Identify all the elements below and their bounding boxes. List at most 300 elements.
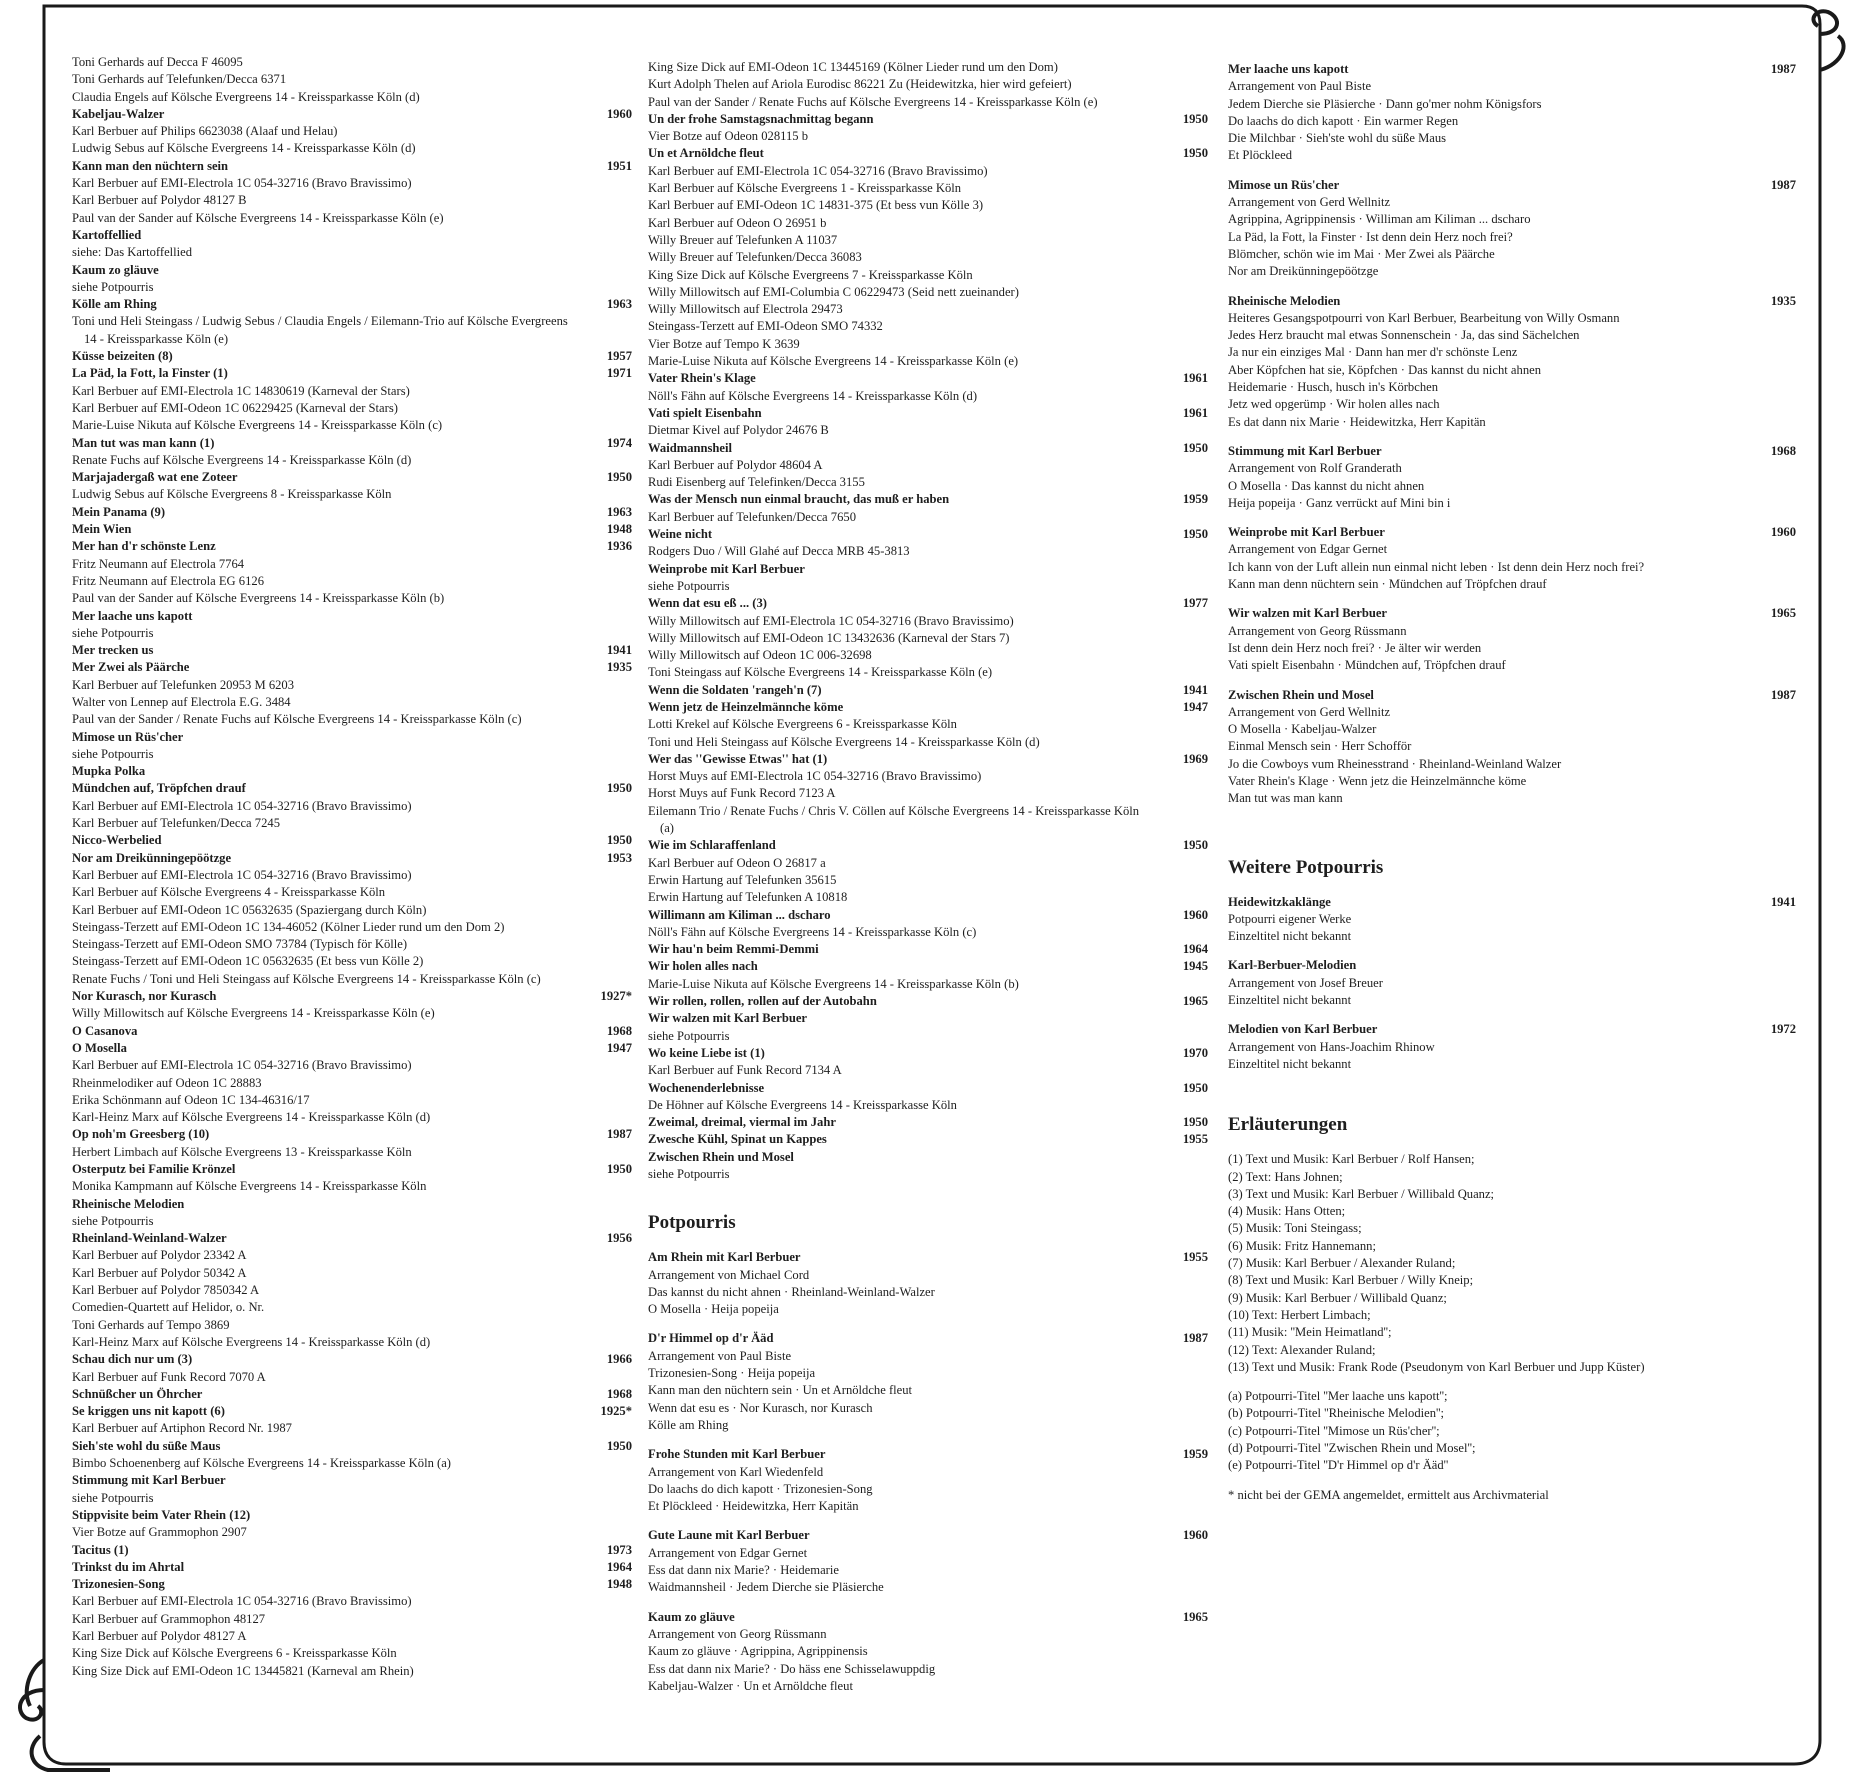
recording-row (648, 474, 1208, 491)
song-title-row (72, 659, 632, 676)
song-title: Marjajadergaß wat ene Zoteer (72, 470, 238, 485)
year: 1941 (606, 643, 632, 658)
recording-text: Karl Berbuer auf Telefunken/Decca 7650 (648, 509, 856, 524)
song-title-row (72, 262, 632, 279)
song-title: O Mosella (72, 1040, 127, 1055)
song-title-row (72, 729, 632, 746)
potpourri-title-row (648, 1330, 1208, 1347)
song-title-row (648, 907, 1208, 924)
song-title: Wir rollen, rollen, rollen auf der Autobahn (648, 994, 877, 1009)
potpourri-entry (1228, 1021, 1796, 1073)
recording-row (72, 123, 632, 140)
potpourri-title-note: (b) Potpourri-Titel ''Rheinische Melodien''; (1228, 1406, 1445, 1421)
song-title: Mein Panama (9) (72, 504, 166, 519)
song-title-row (72, 469, 632, 486)
recording-row (648, 388, 1208, 405)
potpourri-title: Gute Laune mit Karl Berbuer (648, 1528, 810, 1543)
song-title: Wenn dat esu eß ... (3) (648, 596, 767, 611)
recording-row (648, 855, 1208, 872)
recording-text: Karl Berbuer auf Kölsche Evergreens 1 - Kreissparkasse Köln (648, 181, 962, 196)
recording-row (648, 318, 1208, 335)
recording-row (648, 163, 1208, 180)
recording-text: Willy Millowitsch auf Electrola 29473 (648, 302, 843, 317)
year: 1950 (606, 1438, 632, 1453)
recording-text: Paul van der Sander auf Kölsche Evergreens 14 - Kreissparkasse Köln (b) (72, 591, 445, 606)
recording-row (648, 249, 1208, 266)
recording-text: Toni Gerhards auf Telefunken/Decca 6371 (72, 72, 287, 87)
song-title-row (72, 1126, 632, 1143)
song-title: Trinkst du im Ahrtal (72, 1559, 185, 1574)
recording-text: Claudia Engels auf Kölsche Evergreens 14 - Kreissparkasse Köln (d) (72, 89, 420, 104)
year: 1950 (1182, 111, 1208, 126)
song-title: Vater Rhein's Klage (648, 371, 756, 386)
year: 1965 (1182, 1609, 1208, 1624)
recording-text: Karl Berbuer auf EMI-Electrola 1C 054-32716 (Bravo Bravissimo) (72, 176, 412, 191)
song-title: Man tut was man kann (1) (72, 435, 215, 450)
recording-row (648, 664, 1208, 681)
recording-text: Karl Berbuer auf EMI-Odeon 1C 05632635 (Spaziergang durch Köln) (72, 902, 427, 917)
potpourri-line: Heiteres Gesangspotpourri von Karl Berbuer, Bearbeitung von Willy Osmann (1228, 310, 1620, 325)
recording-row (648, 267, 1208, 284)
recording-text: Toni und Heli Steingass / Ludwig Sebus / Claudia Engels / Eilemann-Trio auf Kölsche Evergreens 14 - Kreissparkasse Köln (e) (72, 314, 568, 346)
song-title-row (648, 595, 1208, 612)
recording-row (72, 54, 632, 71)
potpourri-title-row (1228, 605, 1796, 622)
song-title-row (648, 1114, 1208, 1131)
song-title-row (72, 763, 632, 780)
song-title-row (72, 1438, 632, 1455)
year: 1950 (1182, 1115, 1208, 1130)
potpourri-title: Am Rhein mit Karl Berbuer (648, 1250, 801, 1265)
song-title-row (72, 1230, 632, 1247)
song-title-row (648, 370, 1208, 387)
recording-row (648, 924, 1208, 941)
potpourri-entry (1228, 177, 1796, 281)
recording-text: Karl Berbuer auf Polydor 48127 A (72, 1629, 247, 1644)
song-list-middle (648, 59, 1208, 1183)
recording-text: siehe Potpourris (648, 1167, 730, 1181)
footnote: * nicht bei der GEMA angemeldet, ermittelt aus Archivmaterial (1228, 1487, 1549, 1502)
potpourri-title-row (1228, 687, 1796, 704)
song-title: Wenn die Soldaten 'rangeh'n (7) (648, 682, 822, 697)
recording-text: Karl Berbuer auf Grammophon 48127 (72, 1611, 266, 1626)
potpourri-title-row (1228, 177, 1796, 194)
song-title-row (72, 850, 632, 867)
song-title: Weine nicht (648, 527, 713, 542)
recording-row (648, 1097, 1208, 1114)
recording-text: Fritz Neumann auf Electrola EG 6126 (72, 573, 264, 588)
song-title-row (72, 1161, 632, 1178)
recording-row (72, 1299, 632, 1316)
recording-row (648, 1028, 1208, 1045)
recording-row (72, 1334, 632, 1351)
potpourri-line: Die Milchbar · Sieh'ste wohl du süße Maus (1228, 131, 1447, 146)
song-title: Mer trecken us (72, 643, 154, 658)
potpourri-line: Aber Köpfchen hat sie, Köpfchen · Das kannst du nicht ahnen (1228, 362, 1541, 377)
potpourri-title-row (648, 1609, 1208, 1626)
recording-row (72, 953, 632, 970)
year: 1973 (606, 1542, 632, 1557)
potpourri-entry (1228, 61, 1796, 165)
recording-row (72, 1628, 632, 1645)
potpourri-title-note: (e) Potpourri-Titel ''D'r Himmel op d'r Ääd'' (1228, 1458, 1449, 1473)
potpourri-entry (1228, 957, 1796, 1009)
note-line: (4) Musik: Hans Otten; (1228, 1204, 1346, 1219)
song-title: Un et Arnöldche fleut (648, 146, 764, 161)
song-title-row (72, 1040, 632, 1057)
year: 1956 (606, 1231, 632, 1246)
column-right (1228, 61, 1796, 1504)
recording-text: Renate Fuchs / Toni und Heli Steingass auf Kölsche Evergreens 14 - Kreissparkasse Köln (c) (72, 971, 541, 986)
potpourri-line: Arrangement von Edgar Gernet (1228, 542, 1388, 557)
recording-row (648, 976, 1208, 993)
year: 1965 (1182, 994, 1208, 1009)
potpourri-entry (648, 1609, 1208, 1695)
potpourri-entry (648, 1527, 1208, 1596)
year: 1972 (1770, 1022, 1796, 1037)
potpourri-line: Do laachs do dich kapott · Ein warmer Regen (1228, 113, 1459, 128)
potpourri-title: Heidewitzkaklänge (1228, 894, 1331, 909)
recording-row (648, 94, 1208, 111)
recording-text: siehe Potpourris (648, 578, 730, 593)
note-line: (1) Text und Musik: Karl Berbuer / Rolf Hansen; (1228, 1152, 1475, 1167)
year: 1970 (1182, 1045, 1208, 1060)
recording-text: Willy Millowitsch auf Odeon 1C 006-32698 (648, 648, 872, 663)
note-line: (12) Text: Alexander Ruland; (1228, 1342, 1376, 1357)
year: 1968 (606, 1023, 632, 1038)
recording-row (648, 76, 1208, 93)
note-line: (11) Musik: ''Mein Heimatland''; (1228, 1325, 1392, 1340)
recording-text: Vier Botze auf Grammophon 2907 (72, 1525, 247, 1540)
potpourri-line: Blömcher, schön wie im Mai · Mer Zwei als Päärche (1228, 246, 1495, 261)
recording-text: Karl Berbuer auf Telefunken/Decca 7245 (72, 816, 280, 831)
recording-text: siehe Potpourris (72, 279, 154, 294)
recording-text: Rudi Eisenberg auf Telefinken/Decca 3155 (648, 475, 865, 490)
year: 1941 (1182, 682, 1208, 697)
song-title: Mündchen auf, Tröpfchen drauf (72, 781, 246, 796)
potpourri-line: Potpourri eigener Werke (1228, 911, 1352, 926)
potpourri-entry (648, 1249, 1208, 1318)
song-title-row (72, 1542, 632, 1559)
potpourri-title: Mimose un Rüs'cher (1228, 177, 1340, 192)
year: 1947 (1182, 699, 1208, 714)
potpourri-line: Arrangement von Georg Rüssmann (648, 1626, 827, 1641)
section-heading-erlaeuterungen: Erläuterungen (1228, 1114, 1348, 1136)
recording-text: Toni Steingass auf Kölsche Evergreens 14 - Kreissparkasse Köln (e) (648, 665, 993, 680)
potpourri-entry (1228, 524, 1796, 593)
potpourri-line: Vati spielt Eisenbahn · Mündchen auf, Tröpfchen drauf (1228, 658, 1506, 673)
song-title-row (648, 526, 1208, 543)
potpourri-line: Do laachs do dich kapott · Trizonesien-Song (648, 1481, 873, 1496)
recording-row (648, 578, 1208, 595)
potpourri-line: Jetz wed opgerümp · Wir holen alles nach (1228, 397, 1440, 412)
recording-text: Karl Berbuer auf Polydor 48127 B (72, 193, 247, 208)
potpourri-title-note: (c) Potpourri-Titel ''Mimose un Rüs'cher''; (1228, 1423, 1440, 1438)
year: 1969 (1182, 751, 1208, 766)
potpourri-line: Heidemarie · Husch, husch in's Körbchen (1228, 380, 1439, 395)
song-title-row (72, 780, 632, 797)
song-title-row (648, 405, 1208, 422)
potpourri-title-row (1228, 894, 1796, 911)
recording-row (72, 210, 632, 227)
year: 1925* (600, 1404, 632, 1419)
potpourri-line: Arrangement von Georg Rüssmann (1228, 623, 1407, 638)
potpourri-line: Ess dat dann nix Marie? · Heidemarie (648, 1563, 839, 1578)
potpourri-line: Einzeltitel nicht bekannt (1228, 929, 1352, 944)
recording-row (648, 785, 1208, 802)
potpourri-entry (1228, 443, 1796, 512)
recording-row (72, 1593, 632, 1610)
song-title-row (72, 1472, 632, 1489)
year: 1960 (606, 106, 632, 121)
song-title-row (72, 1403, 632, 1420)
recording-row (648, 734, 1208, 751)
song-title: Küsse beizeiten (8) (72, 349, 173, 364)
recording-text: Toni Gerhards auf Decca F 46095 (72, 55, 243, 69)
recording-row (648, 180, 1208, 197)
potpourri-line: Wenn dat esu es · Nor Kurasch, nor Kurasch (648, 1400, 873, 1415)
recording-row (72, 1455, 632, 1472)
potpourri-title: D'r Himmel op d'r Ääd (648, 1331, 774, 1346)
potpourri-line: Einmal Mensch sein · Herr Schofför (1228, 739, 1412, 754)
song-title: La Päd, la Fott, la Finster (1) (72, 366, 228, 381)
potpourri-line: Das kannst du nicht ahnen · Rheinland-Weinland-Walzer (648, 1284, 935, 1299)
song-title: Mimose un Rüs'cher (72, 729, 184, 744)
recording-text: Erwin Hartung auf Telefunken 35615 (648, 872, 837, 887)
year: 1987 (606, 1127, 632, 1142)
song-title: Nicco-Werbelied (72, 833, 162, 848)
song-title-row (648, 682, 1208, 699)
recording-row (648, 215, 1208, 232)
song-title: Zwesche Kühl, Spinat un Kappes (648, 1132, 827, 1147)
recording-text: Steingass-Terzett auf EMI-Odeon SMO 73784 (Typisch för Kölle) (72, 937, 408, 952)
potpourri-line: Kölle am Rhing (648, 1417, 729, 1432)
recording-row (72, 1213, 632, 1230)
song-title: Mer han d'r schönste Lenz (72, 539, 216, 554)
recording-text: King Size Dick auf Kölsche Evergreens 7 - Kreissparkasse Köln (648, 267, 973, 282)
song-title: Weinprobe mit Karl Berbuer (648, 561, 805, 576)
weitere-potpourri-list (1228, 894, 1796, 1074)
song-title: Se kriggen uns nit kapott (6) (72, 1404, 225, 1419)
song-title: Kann man den nüchtern sein (72, 158, 229, 173)
recording-text: Karl Berbuer auf EMI-Electrola 1C 054-32716 (Bravo Bravissimo) (72, 1058, 412, 1073)
song-title-row (648, 1131, 1208, 1148)
year: 1927* (600, 989, 632, 1004)
recording-text: Nöll's Fähn auf Kölsche Evergreens 14 - Kreissparkasse Köln (c) (648, 924, 977, 939)
recording-row (72, 1369, 632, 1386)
recording-row (72, 919, 632, 936)
potpourri-line: Arrangement von Paul Biste (1228, 79, 1372, 94)
potpourri-entry (1228, 293, 1796, 431)
recording-row (72, 400, 632, 417)
recording-text: Paul van der Sander / Renate Fuchs auf Kölsche Evergreens 14 - Kreissparkasse Köln (e) (648, 94, 1098, 109)
recording-row (72, 677, 632, 694)
recording-text: Karl Berbuer auf Funk Record 7134 A (648, 1063, 842, 1078)
song-title: Kabeljau-Walzer (72, 106, 165, 121)
song-title: Willimann am Kiliman ... dscharo (648, 907, 831, 922)
recording-row (648, 284, 1208, 301)
year: 1935 (606, 660, 632, 675)
potpourri-title-note: (d) Potpourri-Titel ''Zwischen Rhein und Mosel''; (1228, 1441, 1476, 1455)
potpourri-title: Frohe Stunden mit Karl Berbuer (648, 1447, 826, 1462)
song-title-row (72, 642, 632, 659)
recording-text: Karl Berbuer auf EMI-Electrola 1C 054-32716 (Bravo Bravissimo) (72, 1594, 412, 1609)
year: 1950 (606, 1162, 632, 1176)
recording-row (648, 336, 1208, 353)
recording-row (72, 1075, 632, 1092)
recording-text: Ludwig Sebus auf Kölsche Evergreens 8 - Kreissparkasse Köln (72, 487, 392, 502)
recording-row (72, 313, 632, 348)
note-line: (3) Text und Musik: Karl Berbuer / Willibald Quanz; (1228, 1186, 1495, 1201)
recording-row (648, 353, 1208, 370)
recording-text: Karl-Heinz Marx auf Kölsche Evergreens 14 - Kreissparkasse Köln (d) (72, 1334, 431, 1349)
potpourri-line: O Mosella · Kabeljau-Walzer (1228, 722, 1377, 737)
recording-text: Willy Millowitsch auf EMI-Columbia C 06229473 (Seid nett zueinander) (648, 284, 1019, 299)
song-title-row (72, 348, 632, 365)
recording-text: siehe: Das Kartoffellied (72, 245, 193, 260)
recording-row (648, 301, 1208, 318)
recording-text: Karl Berbuer auf EMI-Odeon 1C 06229425 (Karneval der Stars) (72, 400, 398, 415)
potpourri-line: Jedes Herz braucht mal etwas Sonnenschein · Ja, das sind Sächelchen (1228, 328, 1580, 343)
recording-row (72, 1645, 632, 1662)
recording-text: Paul van der Sander / Renate Fuchs auf Kölsche Evergreens 14 - Kreissparkasse Köln (c) (72, 712, 522, 727)
song-title: Op noh'm Greesberg (10) (72, 1127, 210, 1142)
potpourri-line: O Mosella · Heija popeija (648, 1302, 779, 1317)
song-title: O Casanova (72, 1023, 138, 1038)
recording-row (72, 1317, 632, 1334)
song-title-row (648, 1080, 1208, 1097)
column-left (72, 54, 632, 1680)
year: 1974 (606, 435, 632, 450)
potpourri-title-notes (1228, 1388, 1796, 1474)
recording-row (648, 509, 1208, 526)
potpourri-entry (1228, 894, 1796, 946)
recording-text: Walter von Lennep auf Electrola E.G. 3484 (72, 694, 291, 709)
year: 1955 (1182, 1250, 1208, 1265)
recording-text: Bimbo Schoenenberg auf Kölsche Evergreens 14 - Kreissparkasse Köln (a) (72, 1456, 451, 1471)
year: 1968 (1770, 443, 1796, 458)
song-title-row (648, 1010, 1208, 1027)
recording-text: Karl Berbuer auf Funk Record 7070 A (72, 1369, 266, 1384)
year: 1960 (1182, 1528, 1208, 1543)
year: 1957 (606, 349, 632, 364)
song-title-row (72, 1576, 632, 1593)
year: 1987 (1770, 62, 1796, 76)
song-title-row (648, 699, 1208, 716)
song-title: Un der frohe Samstagsnachmittag begann (648, 111, 874, 126)
recording-row (72, 711, 632, 728)
song-title-row (648, 561, 1208, 578)
note-line: (6) Musik: Fritz Hannemann; (1228, 1238, 1376, 1253)
note-line: (2) Text: Hans Johnen; (1228, 1169, 1343, 1184)
recording-text: Erika Schönmann auf Odeon 1C 134-46316/17 (72, 1092, 310, 1107)
potpourri-entry (1228, 687, 1796, 808)
song-title-row (72, 1196, 632, 1213)
song-title-row (648, 837, 1208, 854)
song-title: Mein Wien (72, 522, 132, 537)
potpourri-title-row (648, 1446, 1208, 1463)
year: 1965 (1770, 606, 1796, 621)
recording-text: Karl Berbuer auf EMI-Electrola 1C 054-32716 (Bravo Bravissimo) (648, 163, 988, 178)
recording-row (72, 1611, 632, 1628)
recording-text: King Size Dick auf EMI-Odeon 1C 13445169 (Kölner Lieder rund um den Dom) (648, 60, 1058, 74)
recording-text: siehe Potpourris (72, 1213, 154, 1228)
year: 1960 (1770, 525, 1796, 540)
recording-text: Willy Millowitsch auf EMI-Odeon 1C 13432636 (Karneval der Stars 7) (648, 630, 1010, 645)
potpourri-line: Waidmannsheil · Jedem Dierche sie Pläsierche (648, 1580, 884, 1595)
recording-row (72, 1663, 632, 1680)
song-title: Kölle am Rhing (72, 297, 157, 312)
song-title: Schnüßcher un Öhrcher (72, 1386, 203, 1401)
recording-text: Karl Berbuer auf EMI-Electrola 1C 14830619 (Karneval der Stars) (72, 383, 410, 398)
potpourri-title: Kaum zo gläuve (648, 1609, 735, 1624)
potpourri-title: Melodien von Karl Berbuer (1228, 1022, 1378, 1037)
recording-text: Lotti Krekel auf Kölsche Evergreens 6 - Kreissparkasse Köln (648, 717, 957, 732)
potpourri-line: Einzeltitel nicht bekannt (1228, 993, 1352, 1008)
recording-text: Comedien-Quartett auf Helidor, o. Nr. (72, 1300, 265, 1315)
song-title-row (72, 365, 632, 382)
potpourri-line: Kaum zo gläuve · Agrippina, Agrippinensis (648, 1644, 868, 1659)
year: 1961 (1182, 405, 1208, 420)
recording-row (72, 573, 632, 590)
year: 1935 (1770, 293, 1796, 308)
year: 1941 (1770, 894, 1796, 909)
recording-text: Willy Breuer auf Telefunken A 11037 (648, 232, 838, 247)
recording-text: Marie-Luise Nikuta auf Kölsche Evergreens 14 - Kreissparkasse Köln (e) (648, 354, 1019, 369)
song-title: Tacitus (1) (72, 1542, 129, 1557)
song-title: Zwischen Rhein und Mosel (648, 1149, 794, 1164)
recording-text: Karl Berbuer auf Telefunken 20953 M 6203 (72, 677, 295, 692)
recording-text: Rheinmelodiker auf Odeon 1C 28883 (72, 1075, 262, 1090)
recording-row (72, 1057, 632, 1074)
year: 1948 (606, 522, 632, 537)
recording-text: Karl Berbuer auf Odeon O 26951 b (648, 215, 827, 230)
recording-row (648, 128, 1208, 145)
recording-text: Karl Berbuer auf EMI-Odeon 1C 14831-375 (Et bess vun Kölle 3) (648, 198, 984, 213)
song-title: Wo keine Liebe ist (1) (648, 1045, 765, 1060)
recording-text: siehe Potpourris (72, 746, 154, 761)
recording-row (648, 1062, 1208, 1079)
recording-row (648, 59, 1208, 76)
song-title-row (72, 988, 632, 1005)
potpourri-line: Heija popeija · Ganz verrückt auf Mini bin i (1228, 495, 1451, 510)
potpourri-line: Ist denn dein Herz noch frei? · Je älter wir werden (1228, 640, 1482, 655)
potpourri-title-row (1228, 957, 1796, 974)
potpourri-line: Man tut was man kann (1228, 791, 1343, 806)
recording-text: De Höhner auf Kölsche Evergreens 14 - Kreissparkasse Köln (648, 1097, 957, 1112)
potpourri-title: Mer laache uns kapott (1228, 62, 1349, 76)
recording-row (648, 232, 1208, 249)
song-title-row (72, 435, 632, 452)
recording-text: Horst Muys auf EMI-Electrola 1C 054-32716 (Bravo Bravissimo) (648, 769, 982, 784)
song-title: Wir walzen mit Karl Berbuer (648, 1011, 808, 1026)
recording-row (648, 457, 1208, 474)
potpourri-line: Et Plöckleed · Heidewitzka, Herr Kapitän (648, 1499, 859, 1514)
song-title: Nor am Dreikünningepöötzge (72, 850, 232, 865)
year: 1987 (1770, 687, 1796, 702)
potpourri-line: Arrangement von Edgar Gernet (648, 1545, 808, 1560)
song-title: Vati spielt Eisenbahn (648, 405, 762, 420)
recording-text: Monika Kampmann auf Kölsche Evergreens 14 - Kreissparkasse Köln (72, 1179, 427, 1194)
recording-row (72, 902, 632, 919)
potpourri-entry (648, 1446, 1208, 1515)
song-title-row (648, 1045, 1208, 1062)
recording-text: Horst Muys auf Funk Record 7123 A (648, 786, 836, 801)
recording-text: Karl Berbuer auf Odeon O 26817 a (648, 855, 826, 870)
recording-row (72, 1265, 632, 1282)
potpourri-line: Kabeljau-Walzer · Un et Arnöldche fleut (648, 1678, 853, 1693)
potpourri-line: Arrangement von Michael Cord (648, 1267, 810, 1282)
